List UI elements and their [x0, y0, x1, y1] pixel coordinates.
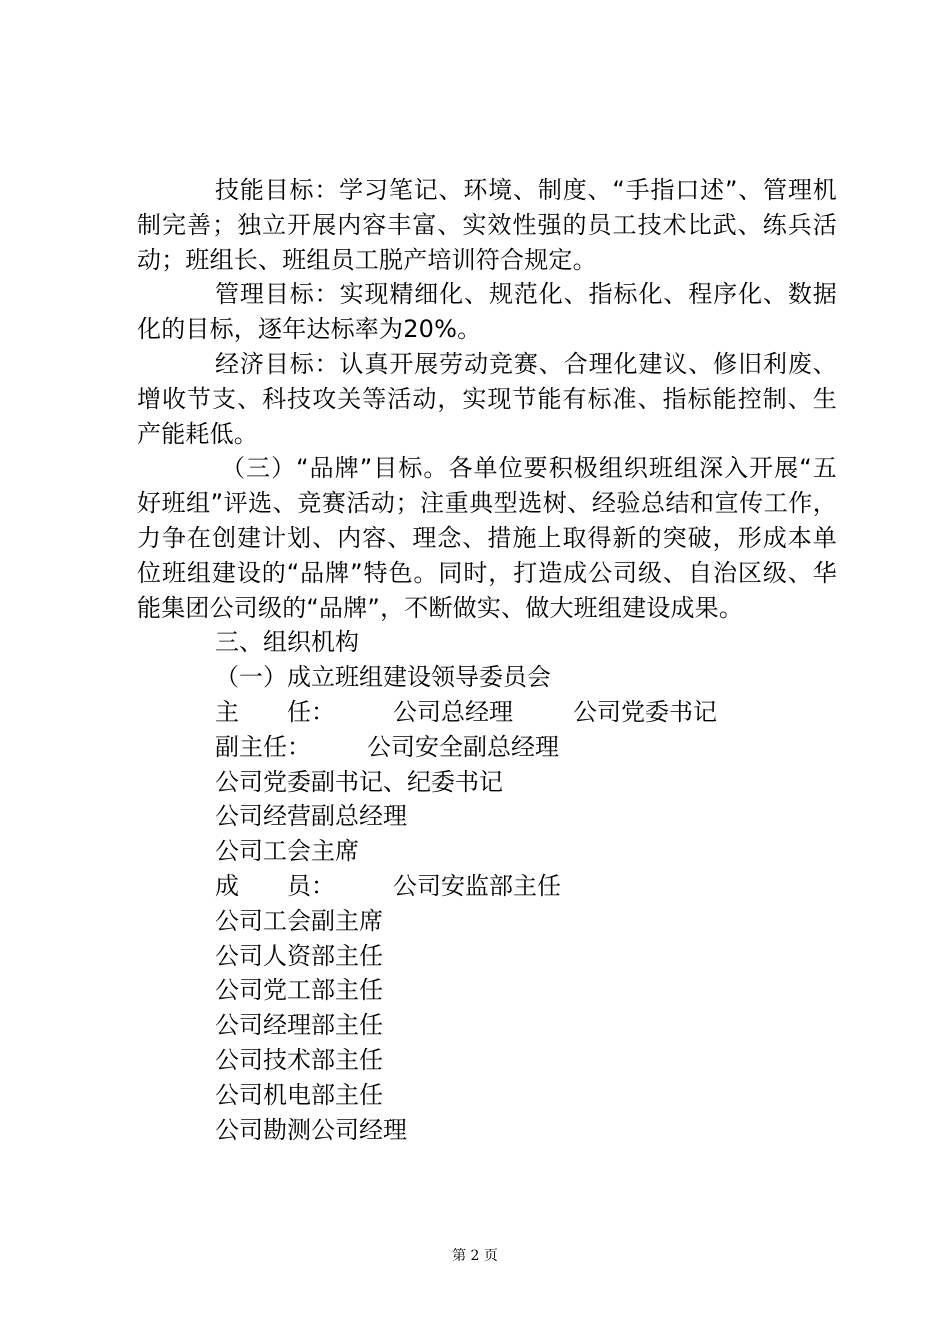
member-item: 公司勘测公司经理: [215, 1115, 407, 1144]
document-body: [137, 173, 837, 1147]
member-item: 公司工会副主席: [215, 906, 383, 935]
member-item: 公司党工部主任: [215, 976, 383, 1005]
deputy-line: [137, 730, 837, 765]
director-line: [137, 695, 837, 730]
deputy-item: 公司党委副书记、纪委书记: [215, 767, 503, 796]
deputy-label: 副主任：: [215, 732, 311, 761]
director-name-1: 公司总经理: [393, 697, 513, 726]
member-item: 公司机电部主任: [215, 1080, 383, 1109]
member-item: 公司人资部主任: [215, 941, 383, 970]
deputy-item: 公司安全副总经理: [367, 732, 559, 761]
page-number: 第 2 页: [452, 1248, 498, 1264]
member-line: [137, 869, 837, 904]
deputy-item: 公司工会主席: [215, 837, 359, 866]
member-item: 公司安监部主任: [393, 871, 561, 900]
member-item: 公司技术部主任: [215, 1045, 383, 1074]
section-heading: 三、组织机构: [215, 628, 359, 657]
paragraph-economic-goal: 经济目标：认真开展劳动竞赛、合理化建议、修旧利废、增收节支、科技攻关等活动，实现节能有标准、指标能控制、生产能耗低。: [137, 349, 837, 448]
director-label: 主 任：: [215, 697, 335, 726]
director-name-2: 公司党委书记: [573, 697, 717, 726]
member-item: 公司经理部主任: [215, 1011, 383, 1040]
paragraph-skill-goal: 技能目标：学习笔记、环境、制度、“手指口述”、管理机制完善；独立开展内容丰富、实效性强的员工技术比武、练兵活动；班组长、班组员工脱产培训符合规定。: [137, 176, 837, 274]
subsection-heading: （一）成立班组建设领导委员会: [215, 663, 551, 692]
paragraph-brand-goal: （三）“品牌”目标。各单位要积极组织班组深入开展“五好班组”评选、竞赛活动；注重典型选树、经验总结和宣传工作，力争在创建计划、内容、理念、措施上取得新的突破，形成本单位班组建设的“品牌”特色。同时，打造成公司级、自治区级、华能集团公司级的“品牌”，不断做实、做大班组建设成果。: [137, 454, 837, 622]
deputy-item: 公司经营副总经理: [215, 802, 407, 831]
paragraph-management-goal: 管理目标：实现精细化、规范化、指标化、程序化、数据化的目标，逐年达标率为20%。: [137, 280, 837, 344]
member-label: 成 员：: [215, 871, 335, 900]
